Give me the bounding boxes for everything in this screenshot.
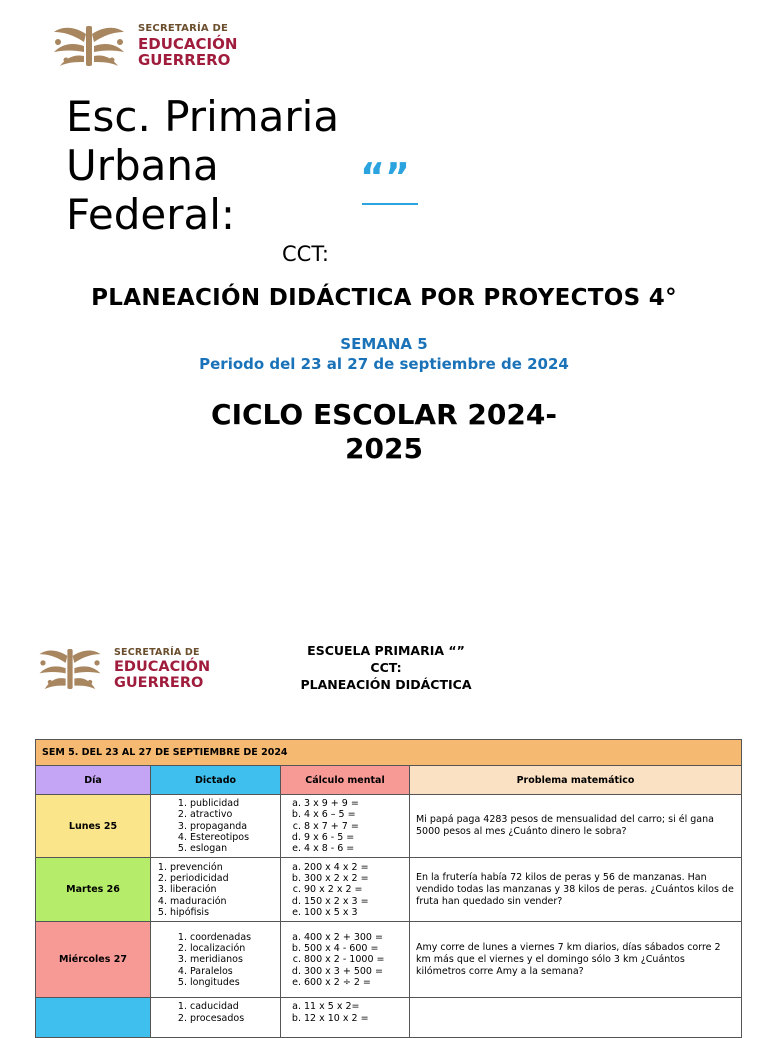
quotes-underline xyxy=(362,203,418,205)
problema-cell: Amy corre de lunes a viernes 7 km diarios, días sábados corre 2 km más que el viernes y el domingo sólo 3 km ¿Cuántos kilómetros corre Amy a la semana? xyxy=(410,922,742,998)
ciclo-line-2: 2025 xyxy=(345,432,423,465)
school-line-1: Esc. Primaria xyxy=(66,92,340,141)
table-row xyxy=(36,858,742,922)
table-row xyxy=(36,922,742,998)
list-item: 2. procesados xyxy=(190,1013,279,1024)
school-quotes: “” xyxy=(360,155,410,199)
list-item: e. 4 x 8 - 6 = xyxy=(304,843,408,854)
list-item: e. 100 x 5 x 3 xyxy=(304,907,408,918)
list-item: b. 4 x 6 – 5 = xyxy=(304,809,408,820)
list-item: b. 300 x 2 x 2 = xyxy=(304,873,408,884)
logo-guerrero: GUERRERO xyxy=(138,51,231,69)
week-title-row xyxy=(36,740,742,766)
list-item: 1. coordenadas xyxy=(190,932,279,943)
list-item: c. 90 x 2 x 2 = xyxy=(304,884,408,895)
header-problema: Problema matemático xyxy=(410,766,742,795)
list-item: b. 500 x 4 - 600 = xyxy=(304,943,408,954)
list-item: 5. eslogan xyxy=(190,843,279,854)
list-item: 2. atractivo xyxy=(190,809,279,820)
page2-header xyxy=(236,642,536,693)
header-dictado: Dictado xyxy=(151,766,281,795)
header-calculo: Cálculo mental xyxy=(281,766,410,795)
list-item: 4. maduración xyxy=(170,896,279,907)
page2-planeacion: PLANEACIÓN DIDÁCTICA xyxy=(300,677,472,692)
day-cell: Miércoles 27 xyxy=(36,922,151,998)
list-item: a. 400 x 2 + 300 = xyxy=(304,932,408,943)
page2-logo xyxy=(36,642,210,696)
dictado-cell xyxy=(151,922,281,998)
problema-cell: Mi papá paga 4283 pesos de mensualidad del carro; si él gana 5000 pesos al mes ¿Cuánto dinero le sobra? xyxy=(410,795,742,858)
list-item: 4. Estereotipos xyxy=(190,832,279,843)
calculo-cell xyxy=(281,858,410,922)
list-item: c. 800 x 2 - 1000 = xyxy=(304,954,408,965)
list-item: d. 9 x 6 - 5 = xyxy=(304,832,408,843)
dictado-cell xyxy=(151,795,281,858)
header-logo xyxy=(50,22,237,70)
logo-educacion: EDUCACIÓN xyxy=(114,659,211,676)
page2-escuela: ESCUELA PRIMARIA “” xyxy=(307,643,465,658)
calculo-cell xyxy=(281,795,410,858)
list-item: d. 150 x 2 x 3 = xyxy=(304,896,408,907)
guerrero-emblem-icon xyxy=(36,642,104,696)
planning-table xyxy=(35,739,742,1038)
list-item: 1. publicidad xyxy=(190,798,279,809)
table-row xyxy=(36,795,742,858)
list-item: 2. localización xyxy=(190,943,279,954)
dictado-cell xyxy=(151,858,281,922)
table-row xyxy=(36,998,742,1038)
cover-cct: CCT: xyxy=(282,242,329,266)
list-item: b. 12 x 10 x 2 = xyxy=(304,1013,408,1024)
list-item: 1. prevención xyxy=(170,862,279,873)
list-item: 4. Paralelos xyxy=(190,966,279,977)
header-dia: Día xyxy=(36,766,151,795)
logo-secretaria: SECRETARÍA DE xyxy=(114,646,200,658)
list-item: 5. hipófisis xyxy=(170,907,279,918)
cover-semana: SEMANA 5 xyxy=(340,335,428,353)
school-line-3: Federal: xyxy=(66,190,236,239)
column-header-row xyxy=(36,766,742,795)
list-item: a. 200 x 4 x 2 = xyxy=(304,862,408,873)
list-item: a. 3 x 9 + 9 = xyxy=(304,798,408,809)
logo-educacion: EDUCACIÓN xyxy=(138,35,238,53)
calculo-cell xyxy=(281,998,410,1038)
calculo-cell xyxy=(281,922,410,998)
list-item: 1. caducidad xyxy=(190,1001,279,1012)
logo-secretaria: SECRETARÍA DE xyxy=(138,23,229,34)
ciclo-line-1: CICLO ESCOLAR 2024- xyxy=(211,398,557,431)
list-item: 3. liberación xyxy=(170,884,279,895)
week-title: SEM 5. DEL 23 AL 27 DE SEPTIEMBRE DE 2024 xyxy=(36,740,742,766)
day-cell: Lunes 25 xyxy=(36,795,151,858)
cover-title: PLANEACIÓN DIDÁCTICA POR PROYECTOS 4° xyxy=(91,285,677,311)
page2-cct: CCT: xyxy=(370,660,402,675)
logo-guerrero: GUERRERO xyxy=(114,674,204,691)
list-item: e. 600 x 2 ÷ 2 = xyxy=(304,977,408,988)
guerrero-emblem-icon xyxy=(50,22,128,70)
list-item: c. 8 x 7 + 7 = xyxy=(304,821,408,832)
school-name xyxy=(66,92,366,239)
cover-periodo: Periodo del 23 al 27 de septiembre de 2024 xyxy=(199,355,569,373)
dictado-cell xyxy=(151,998,281,1038)
list-item: 3. meridianos xyxy=(190,954,279,965)
list-item: 5. longitudes xyxy=(190,977,279,988)
list-item: 2. periodicidad xyxy=(170,873,279,884)
list-item: d. 300 x 3 + 500 = xyxy=(304,966,408,977)
cover-ciclo xyxy=(0,398,768,466)
school-line-2: Urbana xyxy=(66,141,219,190)
list-item: a. 11 x 5 x 2= xyxy=(304,1001,408,1012)
day-cell xyxy=(36,998,151,1038)
problema-cell: En la frutería había 72 kilos de peras y 56 de manzanas. Han vendido todas las manzanas y 38 kilos de peras. ¿Cuántos kilos de fruta han quedado sin vender? xyxy=(410,858,742,922)
day-cell: Martes 26 xyxy=(36,858,151,922)
list-item: 3. propaganda xyxy=(190,821,279,832)
problema-cell xyxy=(410,998,742,1038)
